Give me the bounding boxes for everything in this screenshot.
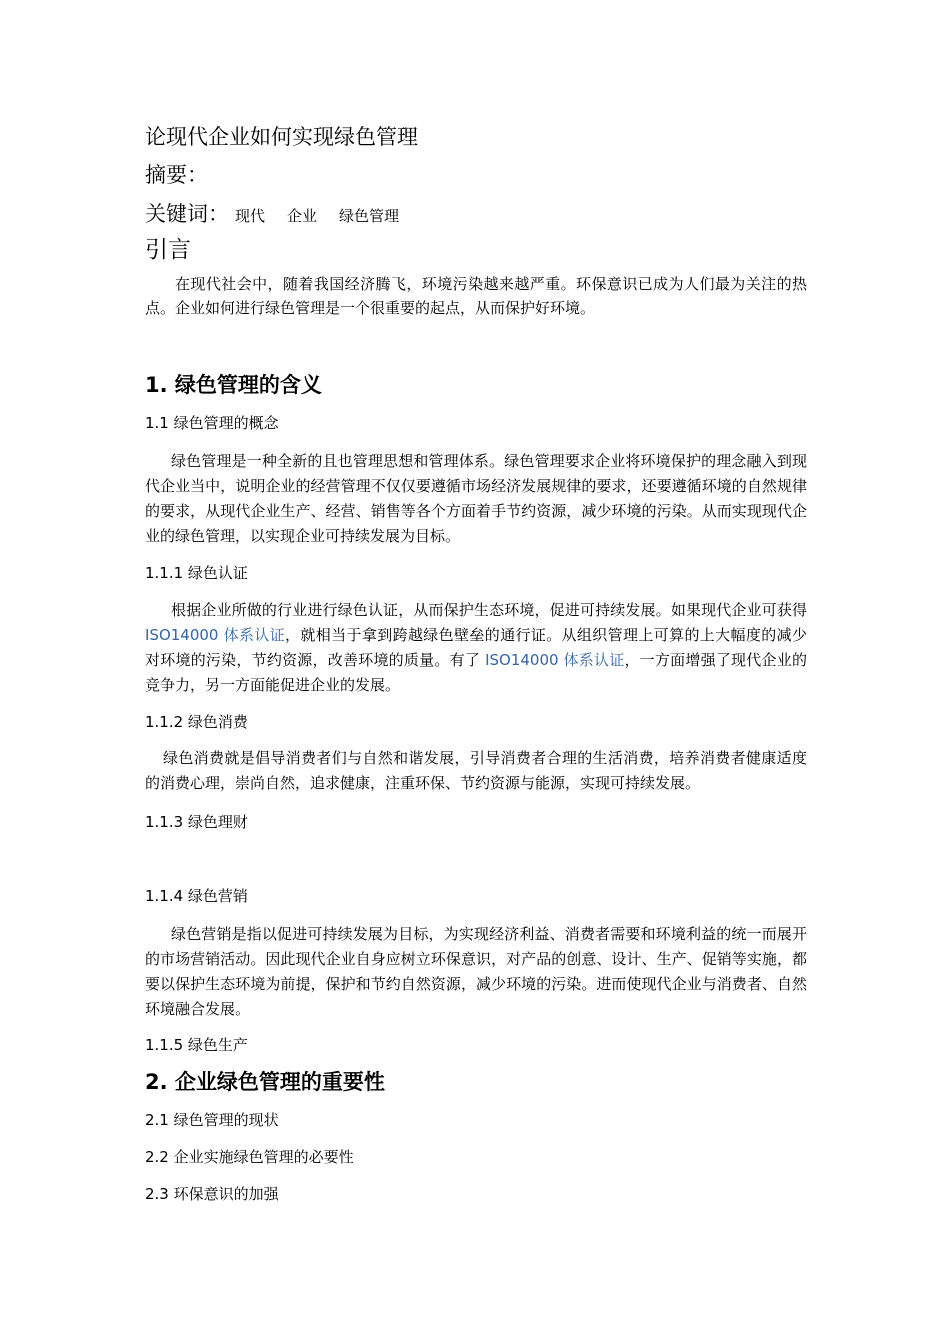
section-1-1-4-heading: 1.1.4 绿色营销 bbox=[145, 887, 248, 905]
paragraph-text: ，一方面增强了现代企业的竞争力，另一方面能促进企业的发展。 bbox=[145, 651, 807, 694]
paragraph-text: 根据企业所做的行业进行绿色认证，从而保护生态环境，促进可持续发展。如果现代企业可获得 bbox=[171, 601, 807, 619]
section-1-1-1-paragraph bbox=[145, 598, 807, 698]
abstract-label: 摘要： bbox=[145, 163, 208, 187]
section-1-1-2-heading: 1.1.2 绿色消费 bbox=[145, 713, 248, 731]
paragraph-text: ，就相当于拿到跨越绿色壁垒的通行证。从组织管理上可算的上大幅度的减少对环境的污染，节约资源，改善环境的质量。有了 bbox=[145, 626, 807, 669]
keywords-line bbox=[145, 199, 399, 231]
section-1-1-3-heading: 1.1.3 绿色理财 bbox=[145, 813, 248, 831]
section-2-2-heading: 2.2 企业实施绿色管理的必要性 bbox=[145, 1148, 354, 1166]
iso-certification-link[interactable]: ISO14000 体系认证 bbox=[145, 626, 286, 644]
intro-paragraph: 在现代社会中，随着我国经济腾飞，环境污染越来越严重。环保意识已成为人们最为关注的热点。企业如何进行绿色管理是一个很重要的起点，从而保护好环境。 bbox=[145, 275, 807, 317]
keyword-item: 现代 bbox=[235, 207, 266, 225]
intro-heading: 引言 bbox=[145, 237, 191, 263]
keyword-item: 企业 bbox=[287, 207, 318, 225]
section-2-heading: 2. 企业绿色管理的重要性 bbox=[145, 1070, 385, 1094]
section-1-heading: 1. 绿色管理的含义 bbox=[145, 373, 322, 397]
iso-certification-link[interactable]: ISO14000 体系认证 bbox=[485, 651, 625, 669]
section-2-3-heading: 2.3 环保意识的加强 bbox=[145, 1185, 279, 1203]
keywords-label: 关键词： bbox=[145, 202, 229, 226]
section-1-1-5-heading: 1.1.5 绿色生产 bbox=[145, 1036, 248, 1054]
section-1-1-paragraph: 绿色管理是一种全新的且也管理思想和管理体系。绿色管理要求企业将环境保护的理念融入到现代企业当中，说明企业的经营管理不仅仅要遵循市场经济发展规律的要求，还要遵循环境的自然规律的要求，从现代企业生产、经营、销售等各个方面着手节约资源，减少环境的污染。从而实现现代企业的绿色管理，以实现企业可持续发展为目标。 bbox=[145, 452, 807, 545]
section-1-1-heading: 1.1 绿色管理的概念 bbox=[145, 414, 279, 432]
section-1-1-4-paragraph: 绿色营销是指以促进可持续发展为目标，为实现经济利益、消费者需要和环境利益的统一而展开的市场营销活动。因此现代企业自身应树立环保意识，对产品的创意、设计、生产、促销等实施，都要以保护生态环境为前提，保护和节约自然资源，减少环境的污染。进而使现代企业与消费者、自然环境融合发展。 bbox=[145, 925, 807, 1018]
section-2-1-heading: 2.1 绿色管理的现状 bbox=[145, 1111, 279, 1129]
document-title: 论现代企业如何实现绿色管理 bbox=[145, 125, 418, 149]
keyword-item: 绿色管理 bbox=[339, 207, 400, 225]
section-1-1-2-paragraph: 绿色消费就是倡导消费者们与自然和谐发展，引导消费者合理的生活消费，培养消费者健康适度的消费心理，崇尚自然，追求健康，注重环保、节约资源与能源，实现可持续发展。 bbox=[145, 749, 807, 792]
section-1-1-1-heading: 1.1.1 绿色认证 bbox=[145, 564, 248, 582]
